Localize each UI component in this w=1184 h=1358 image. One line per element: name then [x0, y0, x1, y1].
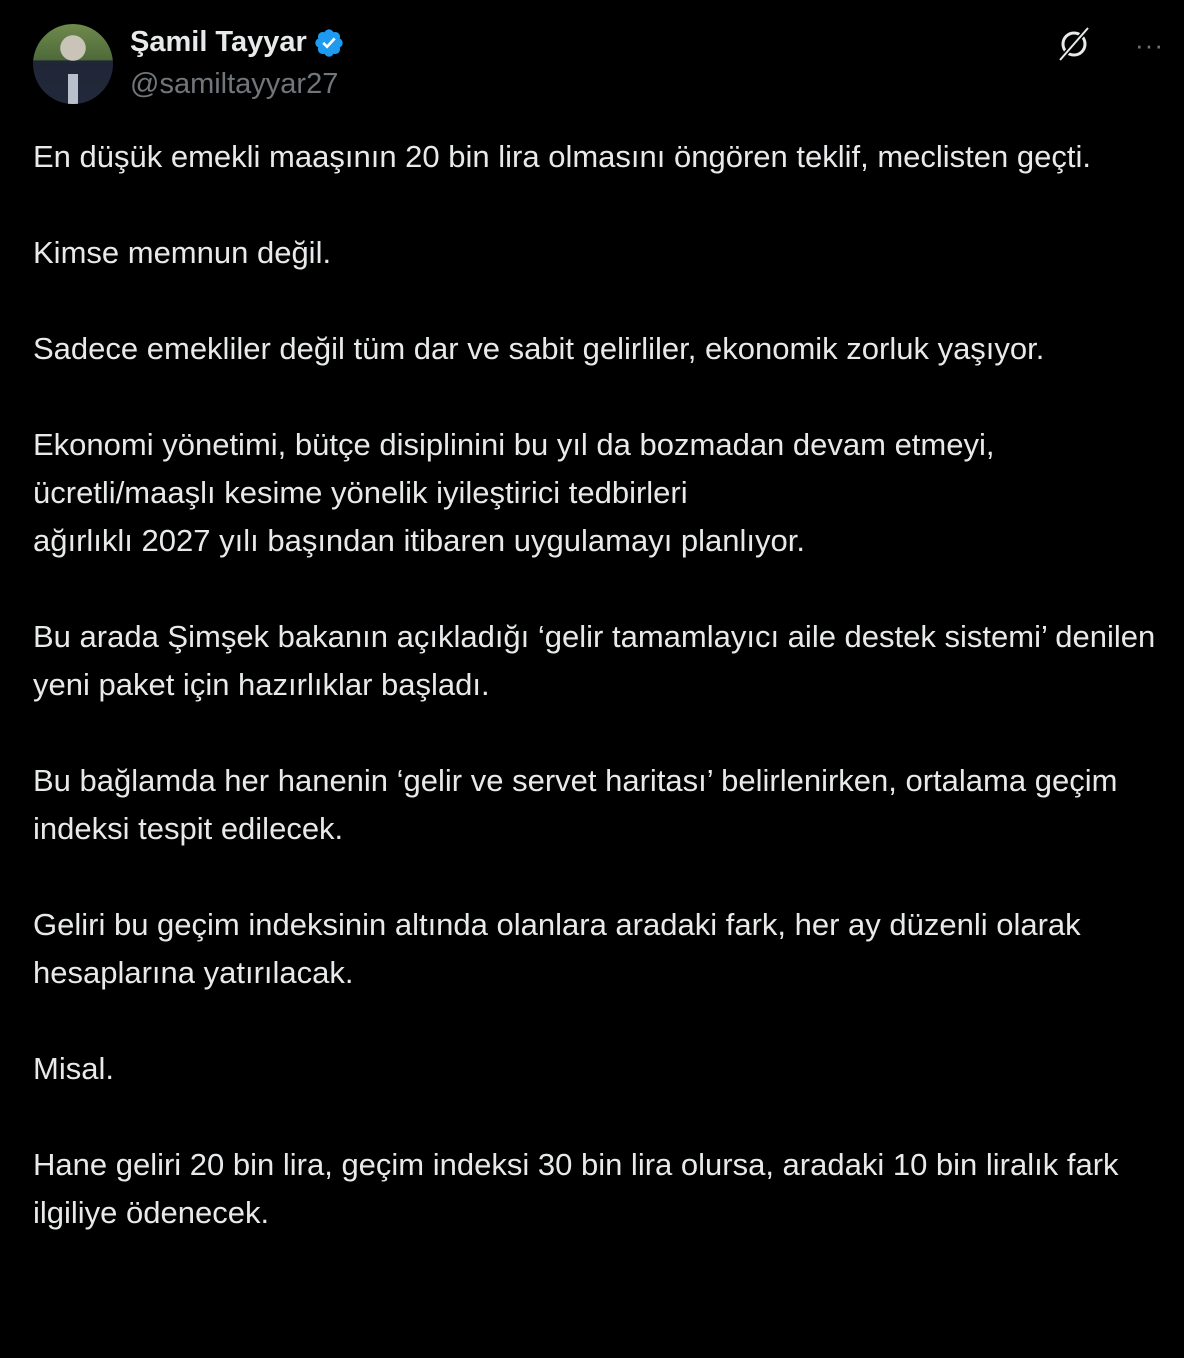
avatar-detail: [68, 74, 78, 104]
tweet-header: [33, 24, 1164, 106]
more-options-icon[interactable]: ···: [1135, 30, 1164, 60]
tweet-paragraph: Bu arada Şimşek bakanın açıkladığı ‘gelir tamamlayıcı aile destek sistemi’ denilen yeni paket için hazırlıklar başladı.: [33, 619, 1156, 702]
tweet-text: [33, 133, 1158, 1285]
tweet-paragraph: Sadece emekliler değil tüm dar ve sabit gelirliler, ekonomik zorluk yaşıyor.: [33, 331, 1045, 366]
tweet-paragraph: Ekonomi yönetimi, bütçe disiplinini bu yıl da bozmadan devam etmeyi, ücretli/maaşlı kesime yönelik iyileştirici tedbirleri ağırlıklı 2027 yılı başından itibaren uygulamayı planlıyor.: [33, 427, 995, 558]
tweet-paragraph: Kimse memnun değil.: [33, 235, 332, 270]
tweet-paragraph: Geliri bu geçim indeksinin altında olanlara aradaki fark, her ay düzenli olarak hesaplarına yatırılacak.: [33, 907, 1081, 990]
avatar[interactable]: [33, 24, 113, 104]
verified-badge-icon: [313, 27, 345, 59]
author-name[interactable]: Şamil Tayyar: [130, 26, 307, 58]
tweet-paragraph: En düşük emekli maaşının 20 bin lira olmasını öngören teklif, meclisten geçti.: [33, 139, 1091, 174]
tweet-paragraph: Misal.: [33, 1051, 114, 1086]
author-name-row: [130, 26, 345, 59]
tweet-paragraph: Bu bağlamda her hanenin ‘gelir ve servet haritası’ belirlenirken, ortalama geçim indeksi tespit edilecek.: [33, 763, 1118, 846]
author-handle[interactable]: @samiltayyar27: [130, 68, 339, 100]
grok-icon[interactable]: [1054, 24, 1094, 64]
tweet-paragraph: Hane geliri 20 bin lira, geçim indeksi 30 bin lira olursa, aradaki 10 bin liralık fark ilgiliye ödenecek.: [33, 1147, 1119, 1230]
